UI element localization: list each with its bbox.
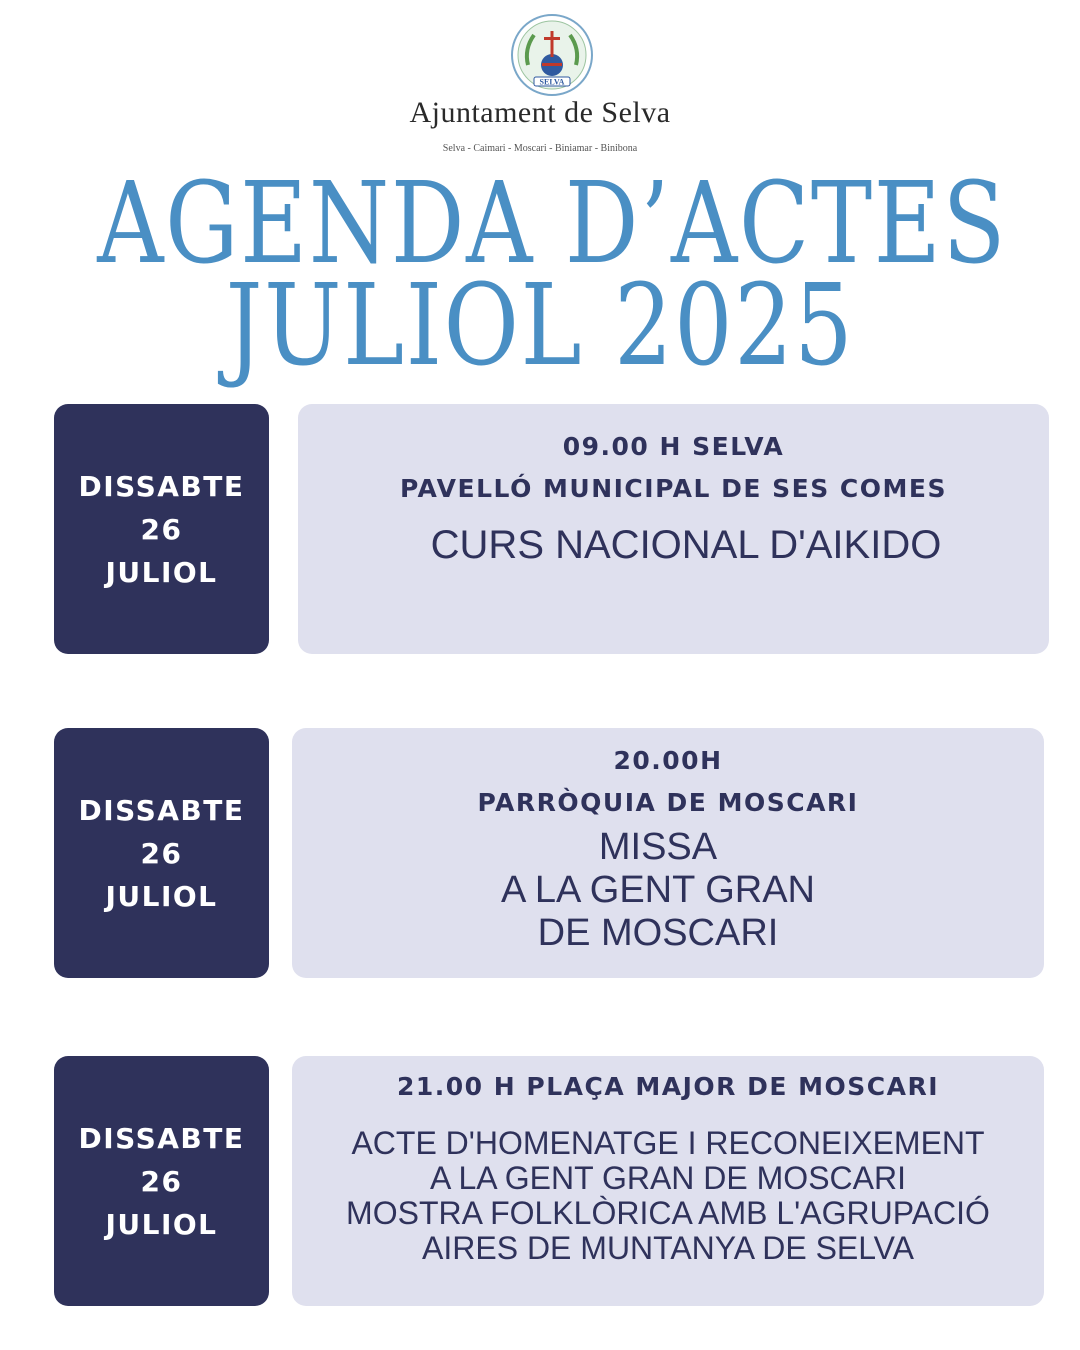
event-3-month: JULIOL bbox=[105, 1207, 218, 1241]
logo-text: SELVA bbox=[539, 77, 565, 87]
page-title-line-2: JULIOL 2025 bbox=[225, 261, 855, 391]
event-1-time-place: 09.00 H SELVA bbox=[562, 432, 785, 461]
event-1-card bbox=[298, 404, 1049, 654]
event-2-venue: PARRÒQUIA DE MOSCARI bbox=[477, 788, 859, 817]
event-2-month: JULIOL bbox=[105, 879, 218, 913]
event-3-time-place: 21.00 H PLAÇA MAJOR DE MOSCARI bbox=[396, 1072, 940, 1101]
event-2-weekday: DISSABTE bbox=[78, 793, 245, 827]
event-2-title-line-3: DE MOSCARI bbox=[537, 912, 779, 954]
event-2-day: 26 bbox=[140, 836, 183, 870]
organization-subtitle: Selva - Caimari - Moscari - Biniamar - Binibona bbox=[442, 143, 638, 154]
organization-name: Ajuntament de Selva bbox=[409, 96, 671, 129]
event-3-date bbox=[54, 1056, 269, 1306]
event-3-desc-line-1: ACTE D'HOMENATGE I RECONEIXEMENT bbox=[351, 1125, 985, 1161]
event-1-title: CURS NACIONAL D'AIKIDO bbox=[430, 523, 942, 567]
event-1-weekday: DISSABTE bbox=[78, 469, 245, 503]
event-2-card bbox=[292, 728, 1044, 978]
municipal-seal-logo bbox=[510, 13, 594, 97]
event-3-day: 26 bbox=[140, 1164, 183, 1198]
event-1-month: JULIOL bbox=[105, 555, 218, 589]
event-1-date bbox=[54, 404, 269, 654]
event-2-date bbox=[54, 728, 269, 978]
event-1-venue: PAVELLÓ MUNICIPAL DE SES COMES bbox=[400, 474, 947, 503]
event-2-time: 20.00H bbox=[613, 746, 723, 775]
page-title-line-1: AGENDA D’ACTES bbox=[97, 159, 1008, 289]
event-3-card bbox=[292, 1056, 1044, 1306]
event-2-title-line-1: MISSA bbox=[598, 826, 718, 868]
event-2-title-line-2: A LA GENT GRAN bbox=[501, 869, 815, 911]
event-1-day: 26 bbox=[140, 512, 183, 546]
event-3-desc-line-3: MOSTRA FOLKLÒRICA AMB L'AGRUPACIÓ bbox=[346, 1195, 990, 1231]
event-3-weekday: DISSABTE bbox=[78, 1121, 245, 1155]
event-3-desc-line-4: AIRES DE MUNTANYA DE SELVA bbox=[422, 1230, 914, 1266]
event-3-desc-line-2: A LA GENT GRAN DE MOSCARI bbox=[430, 1160, 906, 1196]
